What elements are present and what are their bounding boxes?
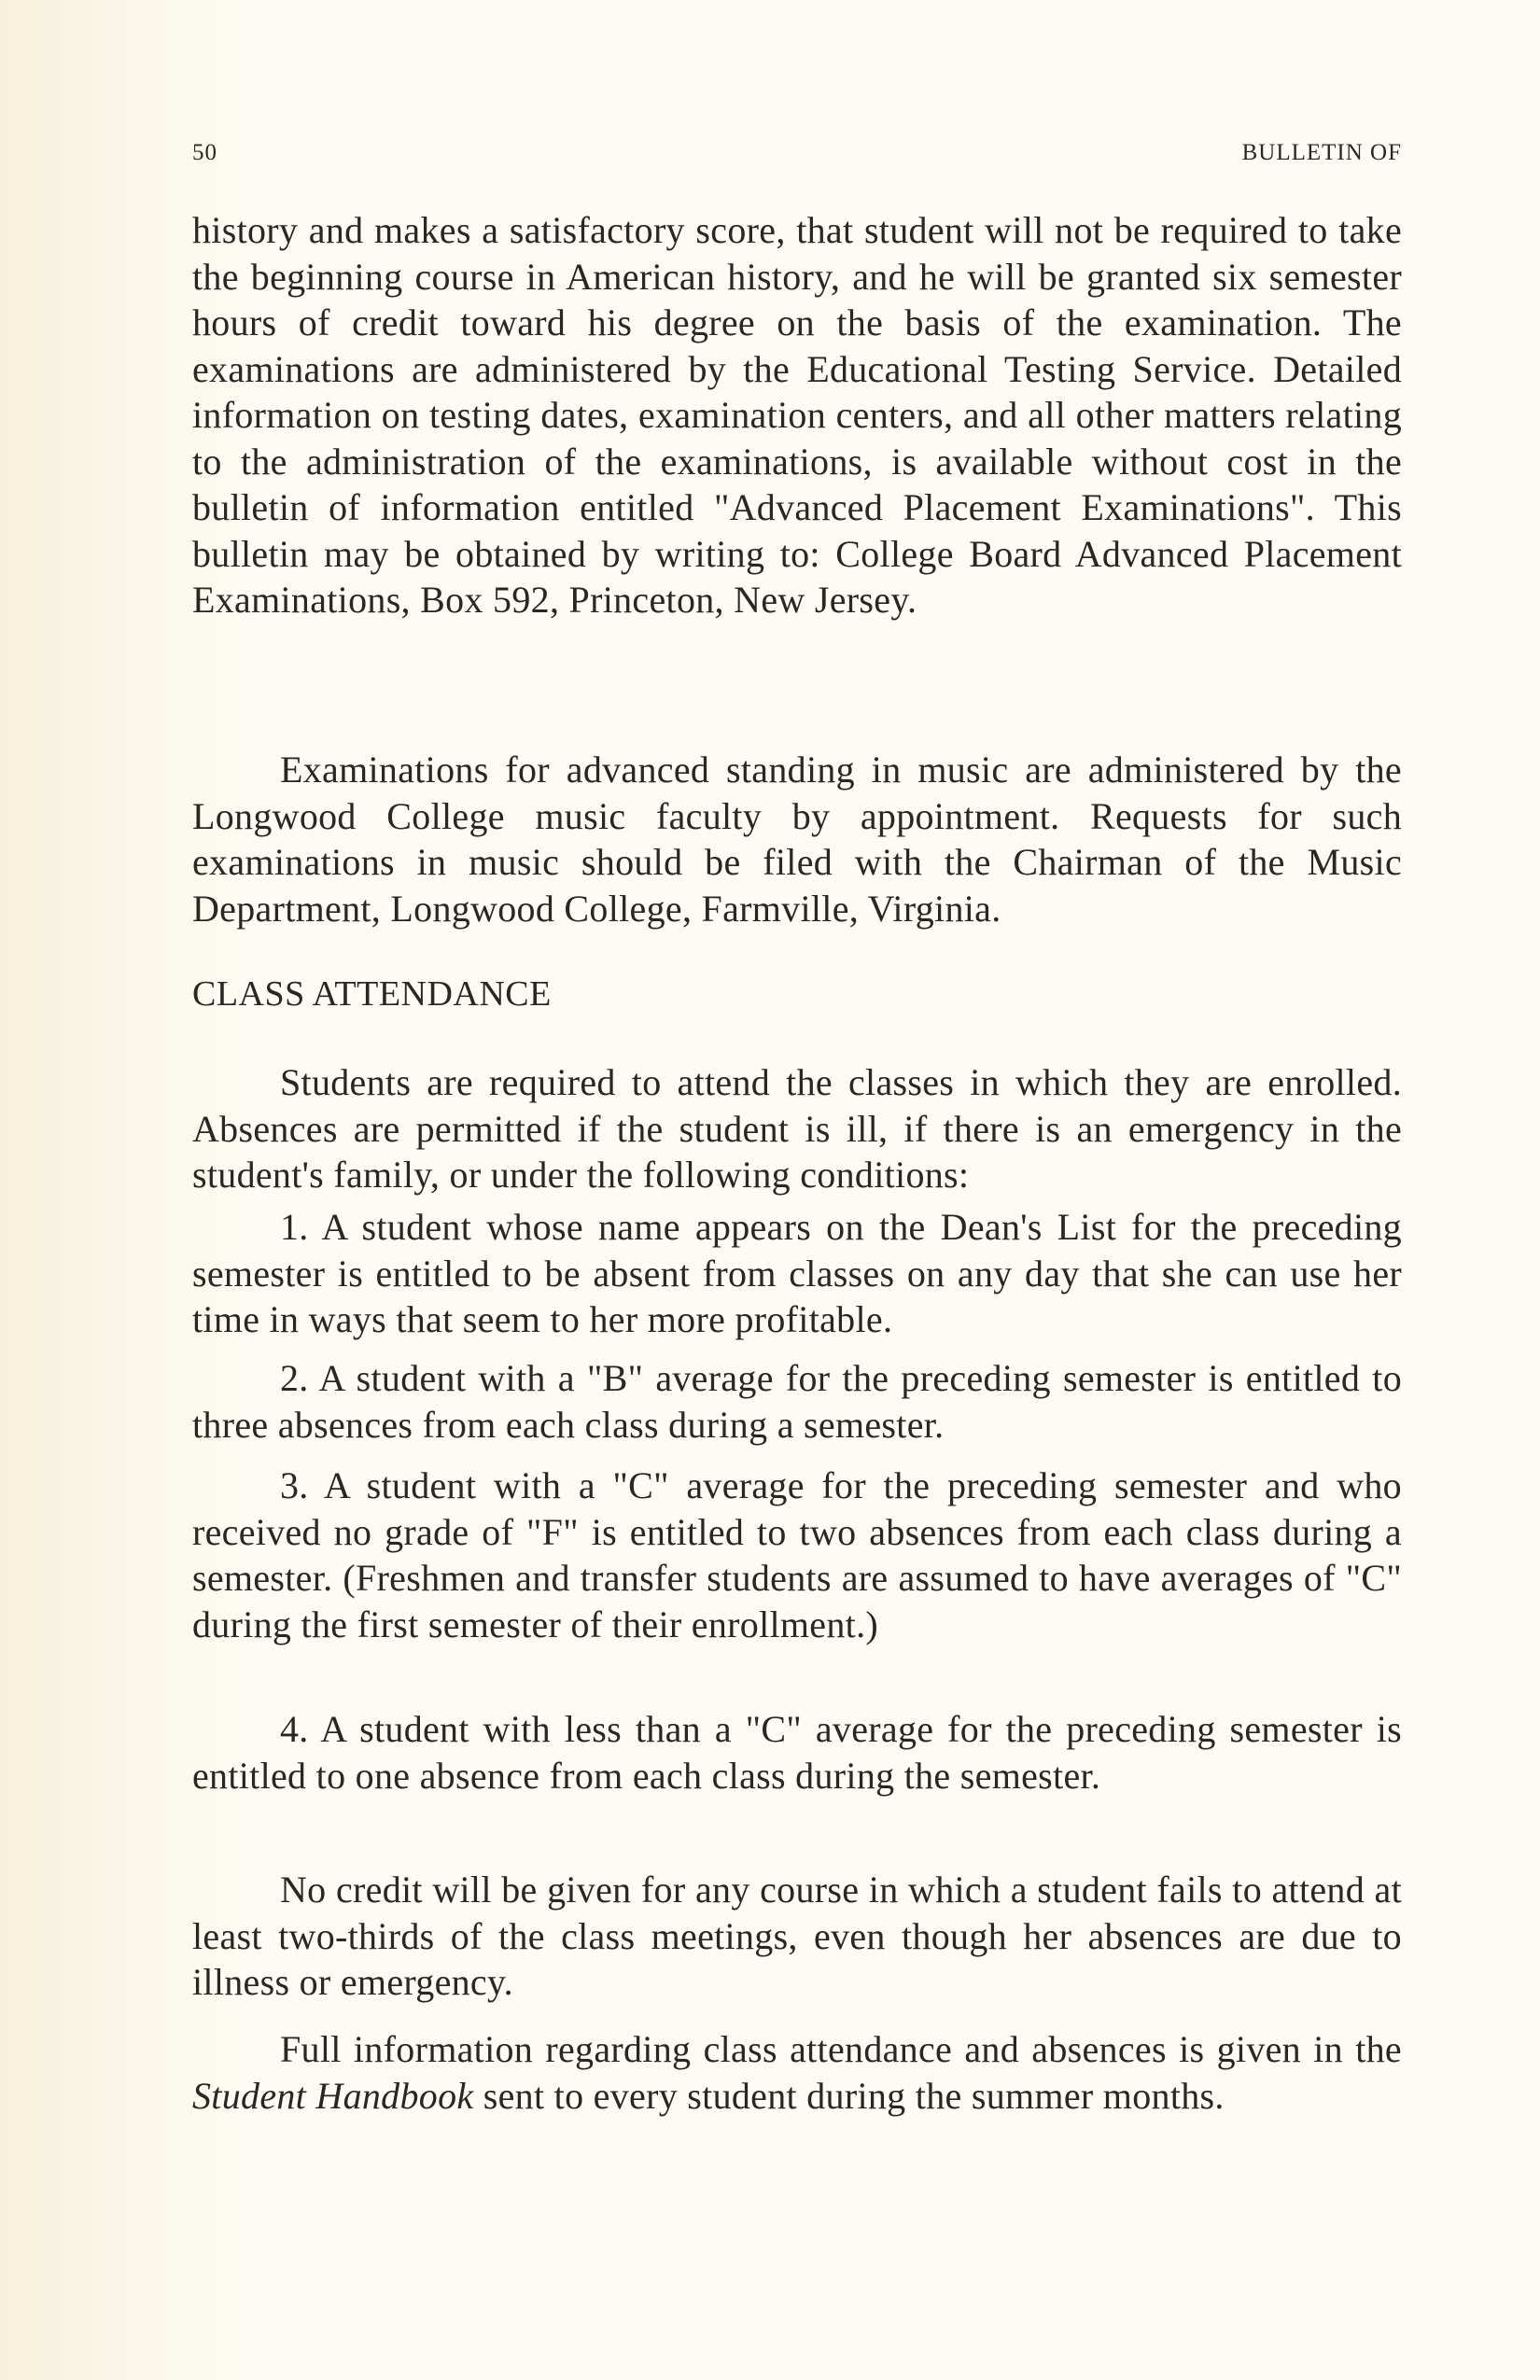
list-item-2: 2. A student with a "B" average for the preceding semester is entitled to three absences from each class during a semester.: [192, 1357, 1402, 1446]
handbook-title: Student Handbook: [192, 2074, 474, 2117]
paragraph-advanced-placement: history and makes a satisfactory score, that student will not be required to take the beginning course in American history, and he will be granted six semester hours of credit toward his degree on the basis of the examination. The examinations are administered by the Educational Testing Service. Detailed information on testing dates, examination centers, and all other matters relating to the administration of the examinations, is available without cost in the bulletin of information entitled "Advanced Placement Examinations". This bulletin may be obtained by writing to: College Board Advanced Placement Examinations, Box 592, Princeton, New Jersey.: [192, 209, 1402, 621]
text: Full information regarding class attendance and absences is given in the: [280, 2028, 1402, 2070]
section-heading: CLASS ATTENDANCE: [192, 974, 552, 1014]
list-item-3: 3. A student with a "C" average for the preceding semester and who received no grade of "F" is entitled to two absences from each class during a semester. (Freshmen and transfer students are assumed to have averages of "C" during the first semester of their enrollment.): [192, 1464, 1402, 1645]
page-number: 50: [192, 140, 217, 165]
running-title: BULLETIN OF: [1241, 140, 1402, 165]
paragraph-music-examinations: Examinations for advanced standing in music are administered by the Longwood College music faculty by appointment. Requests for such examinations in music should be filed with the Chairman of the Music Department, Longwood College, Farmville, Virginia.: [192, 749, 1402, 930]
paragraph-no-credit: No credit will be given for any course in which a student fails to attend at least two-thirds of the class meetings, even though her absences are due to illness or emergency.: [192, 1869, 1402, 2003]
list-item-1: 1. A student whose name appears on the Dean's List for the preceding semester is entitled to be absent from classes on any day that she can use her time in ways that seem to her more profitable.: [192, 1206, 1402, 1340]
paragraph-attendance-intro: Students are required to attend the classes in which they are enrolled. Absences are permitted if the student is ill, if there is an emergency in the student's family, or under the following conditions:: [192, 1061, 1402, 1196]
list-item-4: 4. A student with less than a "C" average for the preceding semester is entitled to one absence from each class during the semester.: [192, 1708, 1402, 1797]
paragraph-full-information: [192, 2026, 1402, 2119]
text: sent to every student during the summer months.: [473, 2074, 1225, 2117]
